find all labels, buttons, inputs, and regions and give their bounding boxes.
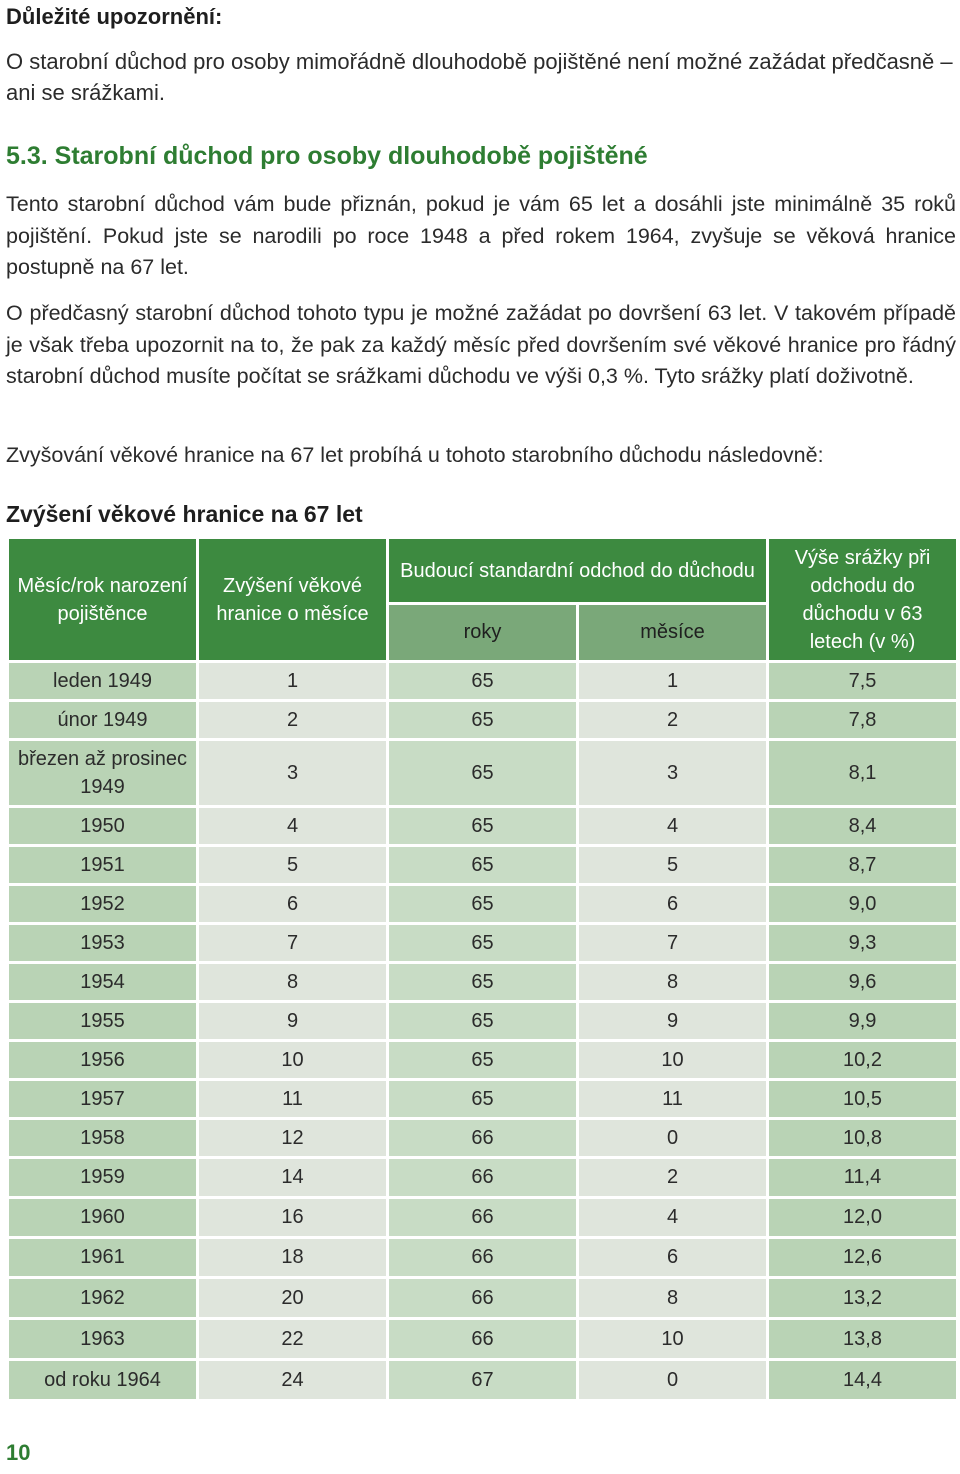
cell-birth: 1955 [8,1002,198,1041]
table-row [8,885,958,924]
cell-deduction: 8,7 [768,846,958,885]
table-row [8,1198,958,1238]
cell-years: 65 [388,1080,578,1119]
cell-birth: 1963 [8,1319,198,1360]
paragraph-eligibility: Tento starobní důchod vám bude přiznán, pokud je vám 65 let a dosáhli jste minimálně 35 roků pojištění. Pokud jste se narodili po roce 1948 a před rokem 1964, zvyšuje se věková hranice postupně na 67 let. [6,192,956,279]
cell-months: 3 [578,740,768,807]
cell-months: 1 [578,662,768,701]
cell-months: 2 [578,1158,768,1198]
cell-months: 4 [578,807,768,846]
header-deduction: Výše srážky při odchodu do důchodu v 63 letech (v %) [768,538,958,662]
table-row [8,1319,958,1360]
cell-increase: 20 [198,1278,388,1319]
table-row [8,963,958,1002]
table-title: Zvýšení věkové hranice na 67 let [6,501,363,527]
cell-increase: 12 [198,1119,388,1158]
cell-birth: 1962 [8,1278,198,1319]
cell-deduction: 13,2 [768,1278,958,1319]
cell-increase: 5 [198,846,388,885]
header-months: měsíce [578,604,768,662]
retirement-age-table [6,536,959,1402]
table-row [8,662,958,701]
cell-birth: 1951 [8,846,198,885]
cell-years: 65 [388,662,578,701]
table-row [8,924,958,963]
table-row [8,1080,958,1119]
cell-increase: 3 [198,740,388,807]
cell-increase: 14 [198,1158,388,1198]
cell-increase: 18 [198,1238,388,1278]
cell-years: 66 [388,1238,578,1278]
table-row [8,1041,958,1080]
cell-deduction: 7,8 [768,701,958,740]
cell-years: 65 [388,1002,578,1041]
table-row [8,1119,958,1158]
cell-months: 9 [578,1002,768,1041]
cell-deduction: 7,5 [768,662,958,701]
cell-deduction: 11,4 [768,1158,958,1198]
table-row [8,1278,958,1319]
table-row [8,1238,958,1278]
cell-deduction: 8,4 [768,807,958,846]
cell-birth: 1960 [8,1198,198,1238]
cell-months: 11 [578,1080,768,1119]
cell-years: 65 [388,701,578,740]
cell-months: 6 [578,1238,768,1278]
cell-deduction: 10,8 [768,1119,958,1158]
cell-increase: 7 [198,924,388,963]
cell-increase: 22 [198,1319,388,1360]
cell-years: 65 [388,807,578,846]
table-row [8,1002,958,1041]
cell-birth: 1956 [8,1041,198,1080]
paragraph-table-intro: Zvyšování věkové hranice na 67 let probíhá u tohoto starobního důchodu následovně: [6,443,824,467]
cell-years: 65 [388,846,578,885]
header-birth: Měsíc/rok narození pojištěnce [8,538,198,662]
table-row [8,1360,958,1401]
cell-deduction: 12,6 [768,1238,958,1278]
cell-deduction: 9,0 [768,885,958,924]
cell-months: 4 [578,1198,768,1238]
cell-increase: 16 [198,1198,388,1238]
cell-months: 8 [578,963,768,1002]
notice-text: O starobní důchod pro osoby mimořádně dlouhodobě pojištěné není možné zažádat předčasně – ani se srážkami. [6,49,953,105]
cell-birth: od roku 1964 [8,1360,198,1401]
cell-months: 10 [578,1319,768,1360]
cell-years: 65 [388,924,578,963]
cell-years: 65 [388,740,578,807]
table-row [8,846,958,885]
cell-birth: 1950 [8,807,198,846]
cell-birth: 1958 [8,1119,198,1158]
table-row [8,701,958,740]
notice-heading: Důležité upozornění: [6,4,223,29]
cell-increase: 1 [198,662,388,701]
cell-months: 8 [578,1278,768,1319]
cell-years: 65 [388,1041,578,1080]
cell-increase: 10 [198,1041,388,1080]
cell-increase: 8 [198,963,388,1002]
cell-years: 66 [388,1158,578,1198]
cell-deduction: 12,0 [768,1198,958,1238]
cell-years: 66 [388,1198,578,1238]
cell-increase: 24 [198,1360,388,1401]
section-title: 5.3. Starobní důchod pro osoby dlouhodobě pojištěné [6,142,648,170]
header-increase: Zvýšení věkové hranice o měsíce [198,538,388,662]
table-row [8,740,958,807]
cell-birth: 1957 [8,1080,198,1119]
table-row [8,1158,958,1198]
cell-birth: 1953 [8,924,198,963]
cell-increase: 2 [198,701,388,740]
cell-deduction: 8,1 [768,740,958,807]
page-number: 10 [6,1440,31,1465]
cell-increase: 9 [198,1002,388,1041]
cell-birth: 1959 [8,1158,198,1198]
header-future-retirement: Budoucí standardní odchod do důchodu [388,538,768,604]
cell-birth: 1961 [8,1238,198,1278]
cell-months: 0 [578,1360,768,1401]
table-row [8,807,958,846]
cell-increase: 6 [198,885,388,924]
cell-deduction: 10,5 [768,1080,958,1119]
cell-birth: 1954 [8,963,198,1002]
cell-birth: březen až prosinec 1949 [8,740,198,807]
cell-years: 65 [388,963,578,1002]
cell-months: 5 [578,846,768,885]
cell-deduction: 9,3 [768,924,958,963]
cell-birth: 1952 [8,885,198,924]
cell-increase: 4 [198,807,388,846]
cell-months: 0 [578,1119,768,1158]
cell-years: 66 [388,1278,578,1319]
cell-birth: únor 1949 [8,701,198,740]
paragraph-early-retirement: O předčasný starobní důchod tohoto typu je možné zažádat po dovršení 63 let. V takovém případě je však třeba upozornit na to, že pak za každý měsíc před dovršením své věkové hranice pro řádný starobní důchod musíte počítat se srážkami důchodu ve výši 0,3 %. Tyto srážky platí doživotně. [6,301,956,388]
cell-deduction: 9,6 [768,963,958,1002]
cell-months: 10 [578,1041,768,1080]
cell-deduction: 9,9 [768,1002,958,1041]
header-years: roky [388,604,578,662]
cell-months: 6 [578,885,768,924]
cell-months: 7 [578,924,768,963]
cell-years: 66 [388,1119,578,1158]
cell-deduction: 13,8 [768,1319,958,1360]
cell-birth: leden 1949 [8,662,198,701]
cell-years: 65 [388,885,578,924]
cell-deduction: 10,2 [768,1041,958,1080]
cell-deduction: 14,4 [768,1360,958,1401]
cell-years: 67 [388,1360,578,1401]
cell-increase: 11 [198,1080,388,1119]
cell-months: 2 [578,701,768,740]
cell-years: 66 [388,1319,578,1360]
